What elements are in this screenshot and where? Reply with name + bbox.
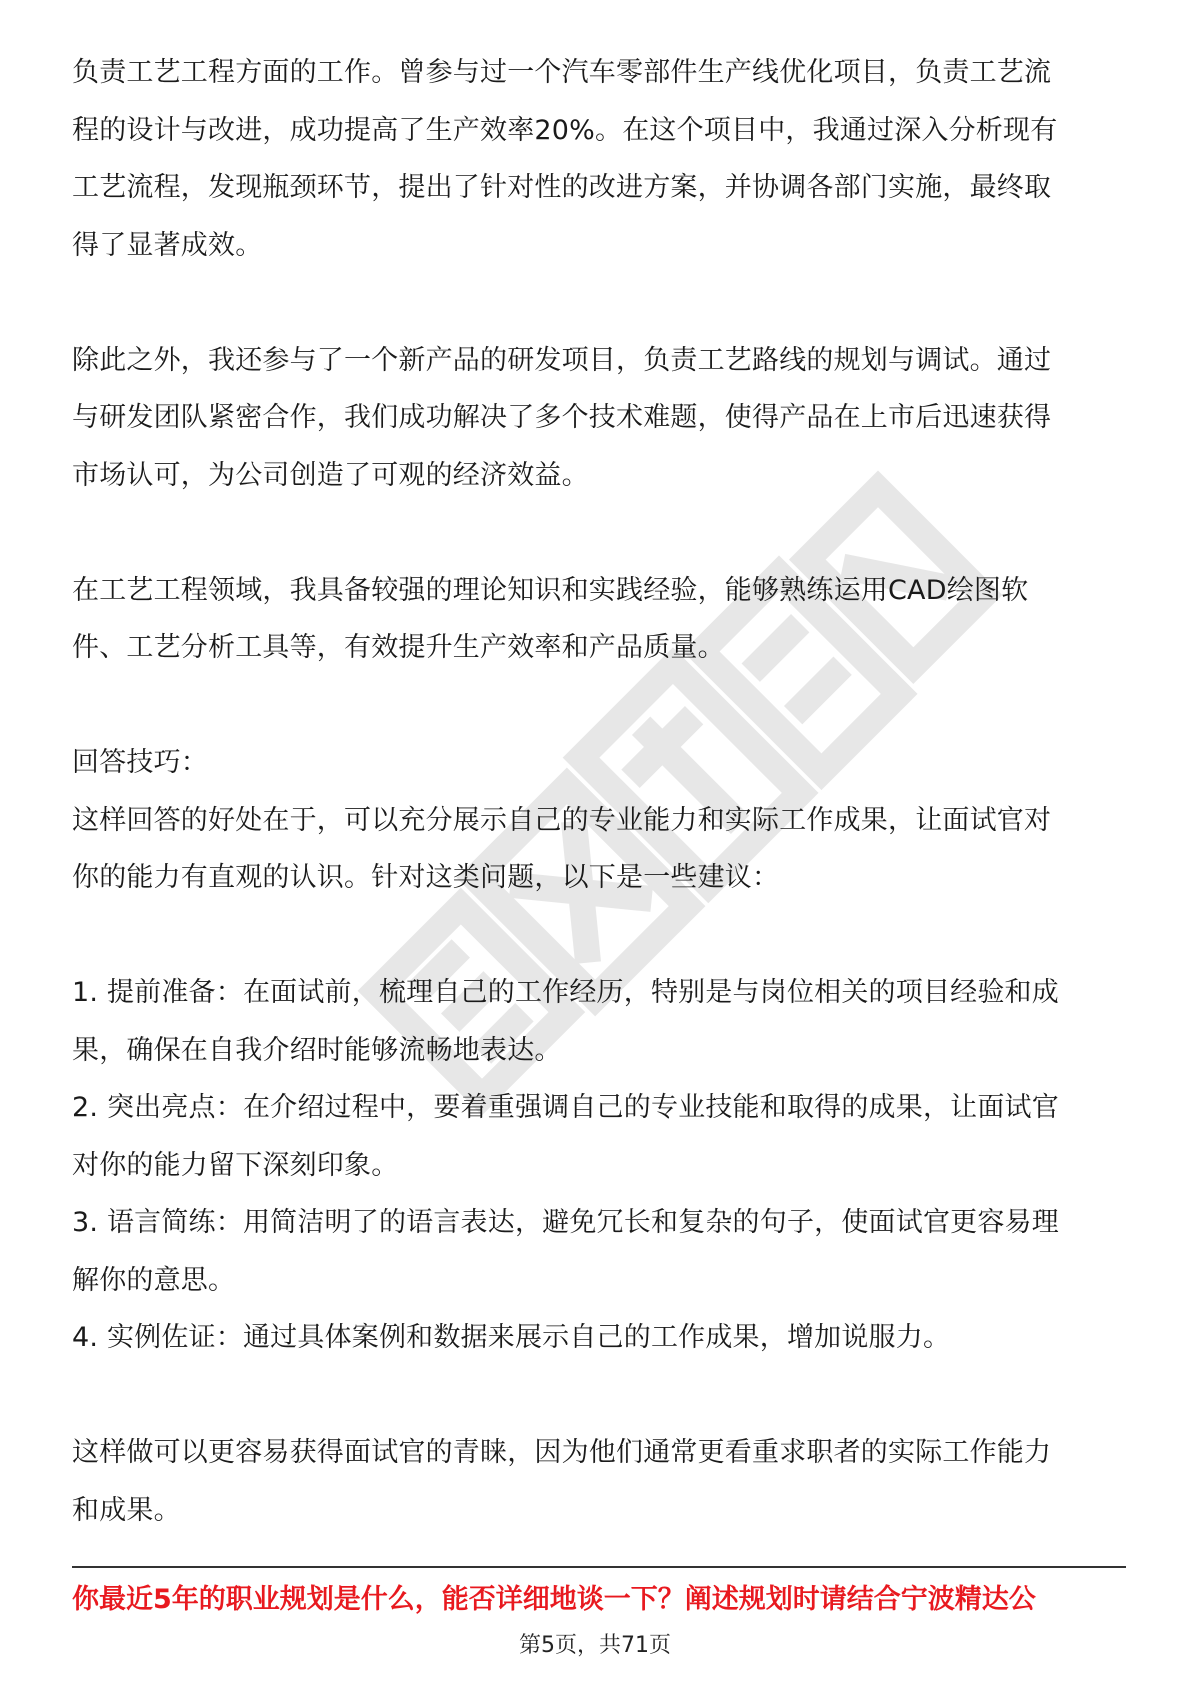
footer-divider [72, 1566, 1126, 1568]
page-number: 第5页，共71页 [519, 1633, 671, 1658]
text-line: 这样做可以更容易获得面试官的青睐，因为他们通常更看重求职者的实际工作能力 [72, 1437, 1052, 1468]
blank-line [72, 274, 1122, 332]
text-line: 件、工艺分析工具等，有效提升生产效率和产品质量。 [72, 632, 725, 663]
text-line: 得了显著成效。 [72, 229, 263, 261]
text-line: 除此之外，我还参与了一个新产品的研发项目，负责工艺路线的规划与调试。通过 [72, 344, 1052, 376]
blank-line [72, 1367, 1122, 1425]
next-question-heading: 你最近5年的职业规划是什么，能否详细地谈一下？阐述规划时请结合宁波精达公 [72, 1584, 1036, 1615]
text-line: 在工艺工程领域，我具备较强的理论知识和实践经验，能够熟练运用CAD绘图软 [72, 574, 1029, 606]
text-line: 2. 突出亮点：在介绍过程中，要着重强调自己的专业技能和取得的成果，让面试官 [72, 1092, 1059, 1123]
text-line: 工艺流程，发现瓶颈环节，提出了针对性的改进方案，并协调各部门实施，最终取 [72, 172, 1052, 203]
blank-line [72, 907, 1122, 965]
text-line: 和成果。 [72, 1494, 181, 1526]
text-line: 3. 语言简练：用简洁明了的语言表达，避免冗长和复杂的句子，使面试官更容易理 [72, 1207, 1059, 1238]
text-line: 市场认可，为公司创造了可观的经济效益。 [72, 459, 589, 491]
document-body [72, 44, 1122, 1539]
text-line: 这样回答的好处在于，可以充分展示自己的专业能力和实际工作成果，让面试官对 [72, 804, 1052, 836]
blank-line [72, 677, 1122, 735]
text-line: 1. 提前准备：在面试前，梳理自己的工作经历，特别是与岗位相关的项目经验和成 [72, 977, 1059, 1008]
text-line: 4. 实例佐证：通过具体案例和数据来展示自己的工作成果，增加说服力。 [72, 1322, 951, 1353]
text-line: 对你的能力留下深刻印象。 [72, 1149, 399, 1181]
text-line: 与研发团队紧密合作，我们成功解决了多个技术难题，使得产品在上市后迅速获得 [72, 402, 1052, 433]
text-line: 负责工艺工程方面的工作。曾参与过一个汽车零部件生产线优化项目，负责工艺流 [72, 57, 1052, 88]
text-line: 解你的意思。 [72, 1264, 236, 1296]
text-line: 回答技巧： [72, 747, 208, 778]
text-line: 程的设计与改进，成功提高了生产效率20%。在这个项目中，我通过深入分析现有 [72, 114, 1058, 146]
text-line: 你的能力有直观的认识。针对这类问题，以下是一些建议： [72, 862, 780, 893]
blank-line [72, 504, 1122, 562]
text-line: 果，确保在自我介绍时能够流畅地表达。 [72, 1034, 562, 1066]
